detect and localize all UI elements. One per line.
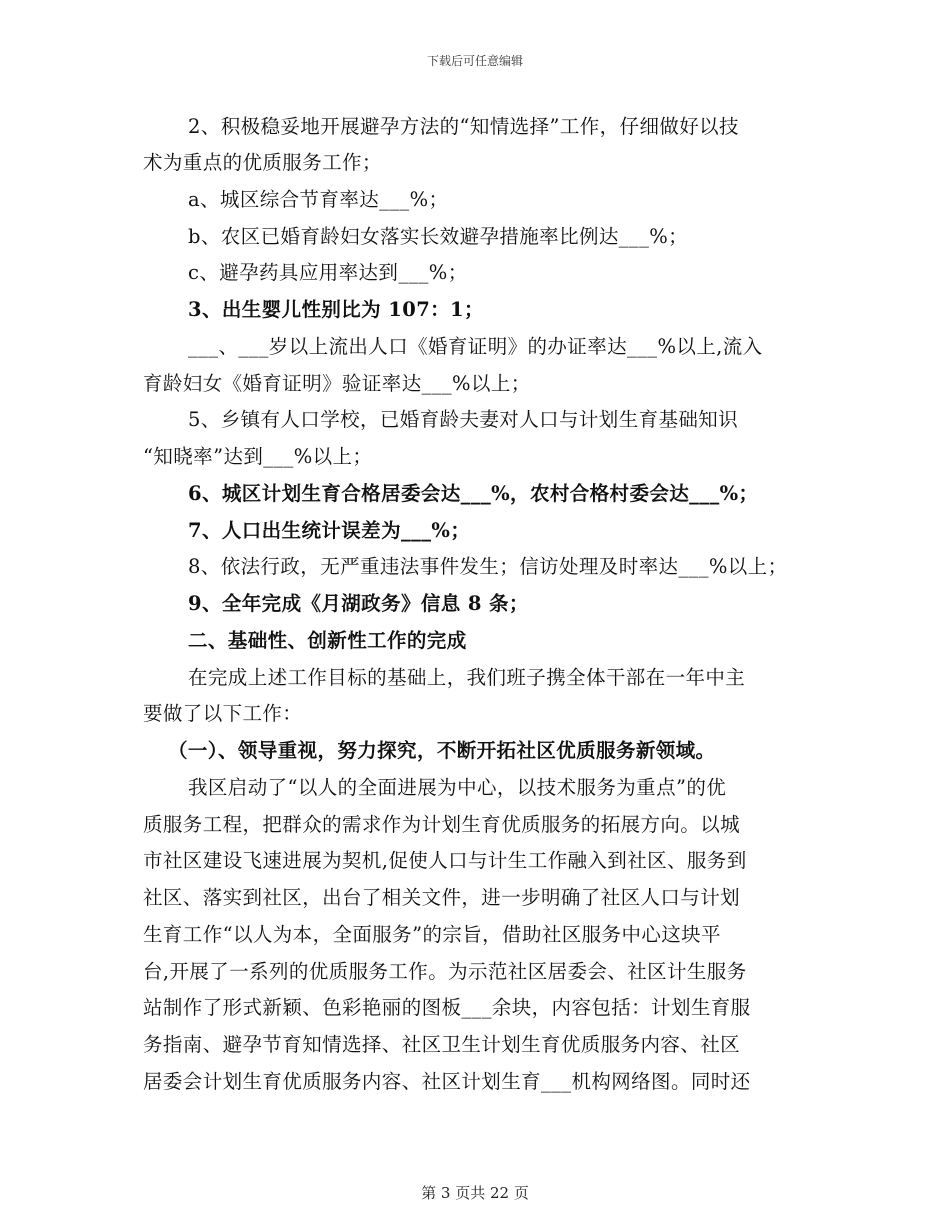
text-line: 3、出生婴儿性别比为 107：1； — [188, 298, 484, 321]
text-line: 要做了以下工作： — [143, 702, 303, 725]
text-line: 8、依法行政，无严重违法事件发生；信访处理及时率达___%以上； — [188, 555, 788, 578]
text-line: c、避孕药具应用率达到___%； — [188, 261, 468, 284]
text-line: 市社区建设飞速进展为契机,促使人口与计生工作融入到社区、服务到 — [143, 849, 747, 872]
text-line: 居委会计划生育优质服务内容、社区计划生育___机构网络图。同时还 — [143, 1070, 751, 1093]
section-heading: 二、基础性、创新性工作的完成 — [188, 629, 467, 652]
text-line: 社区、落实到社区，出台了相关文件，进一步明确了社区人口与计划 — [143, 886, 741, 909]
text-line: b、农区已婚育龄妇女落实长效避孕措施率比例达___%； — [188, 225, 689, 248]
text-line: 生育工作“以人为本，全面服务”的宗旨，借助社区服务中心这块平 — [143, 923, 721, 946]
text-line: a、城区综合节育率达___%； — [188, 188, 449, 211]
page-footer: 第 3 页共 22 页 — [421, 1184, 529, 1202]
text-line: 术为重点的优质服务工作； — [143, 151, 382, 174]
text-line: 5、乡镇有人口学校，已婚育龄夫妻对人口与计划生育基础知识 — [188, 408, 739, 431]
text-line: “知晓率”达到___%以上； — [143, 445, 373, 468]
subsection-heading: （一）、领导重视，努力探究，不断开拓社区优质服务新领域。 — [168, 739, 716, 762]
page-header: 下载后可任意编辑 — [426, 54, 523, 68]
text-line: 6、城区计划生育合格居委会达___%，农村合格村委会达___%； — [188, 482, 759, 505]
text-line: 台,开展了一系列的优质服务工作。为示范社区居委会、社区计生服务 — [143, 960, 747, 983]
text-line: 2、积极稳妥地开展避孕方法的“知情选择”工作，仔细做好以技 — [188, 115, 739, 138]
text-line: 质服务工程，把群众的需求作为计划生育优质服务的拓展方向。以城 — [143, 813, 741, 836]
text-line: 育龄妇女《婚育证明》验证率达___%以上； — [143, 372, 531, 395]
text-line: 7、人口出生统计误差为___%； — [188, 519, 471, 542]
text-line: 务指南、避孕节育知情选择、社区卫生计划生育优质服务内容、社区 — [143, 1033, 741, 1056]
text-line: 9、全年完成《月湖政务》信息 8 条； — [188, 592, 529, 615]
text-line: 在完成上述工作目标的基础上，我们班子携全体干部在一年中主 — [188, 666, 746, 689]
text-line: ___、___岁以上流出人口《婚育证明》的办证率达___%以上,流入 — [188, 335, 763, 358]
text-line: 站制作了形式新颖、色彩艳丽的图板___余块，内容包括：计划生育服 — [143, 996, 751, 1019]
text-line: 我区启动了“以人的全面进展为中心，以技术服务为重点”的优 — [188, 776, 727, 799]
